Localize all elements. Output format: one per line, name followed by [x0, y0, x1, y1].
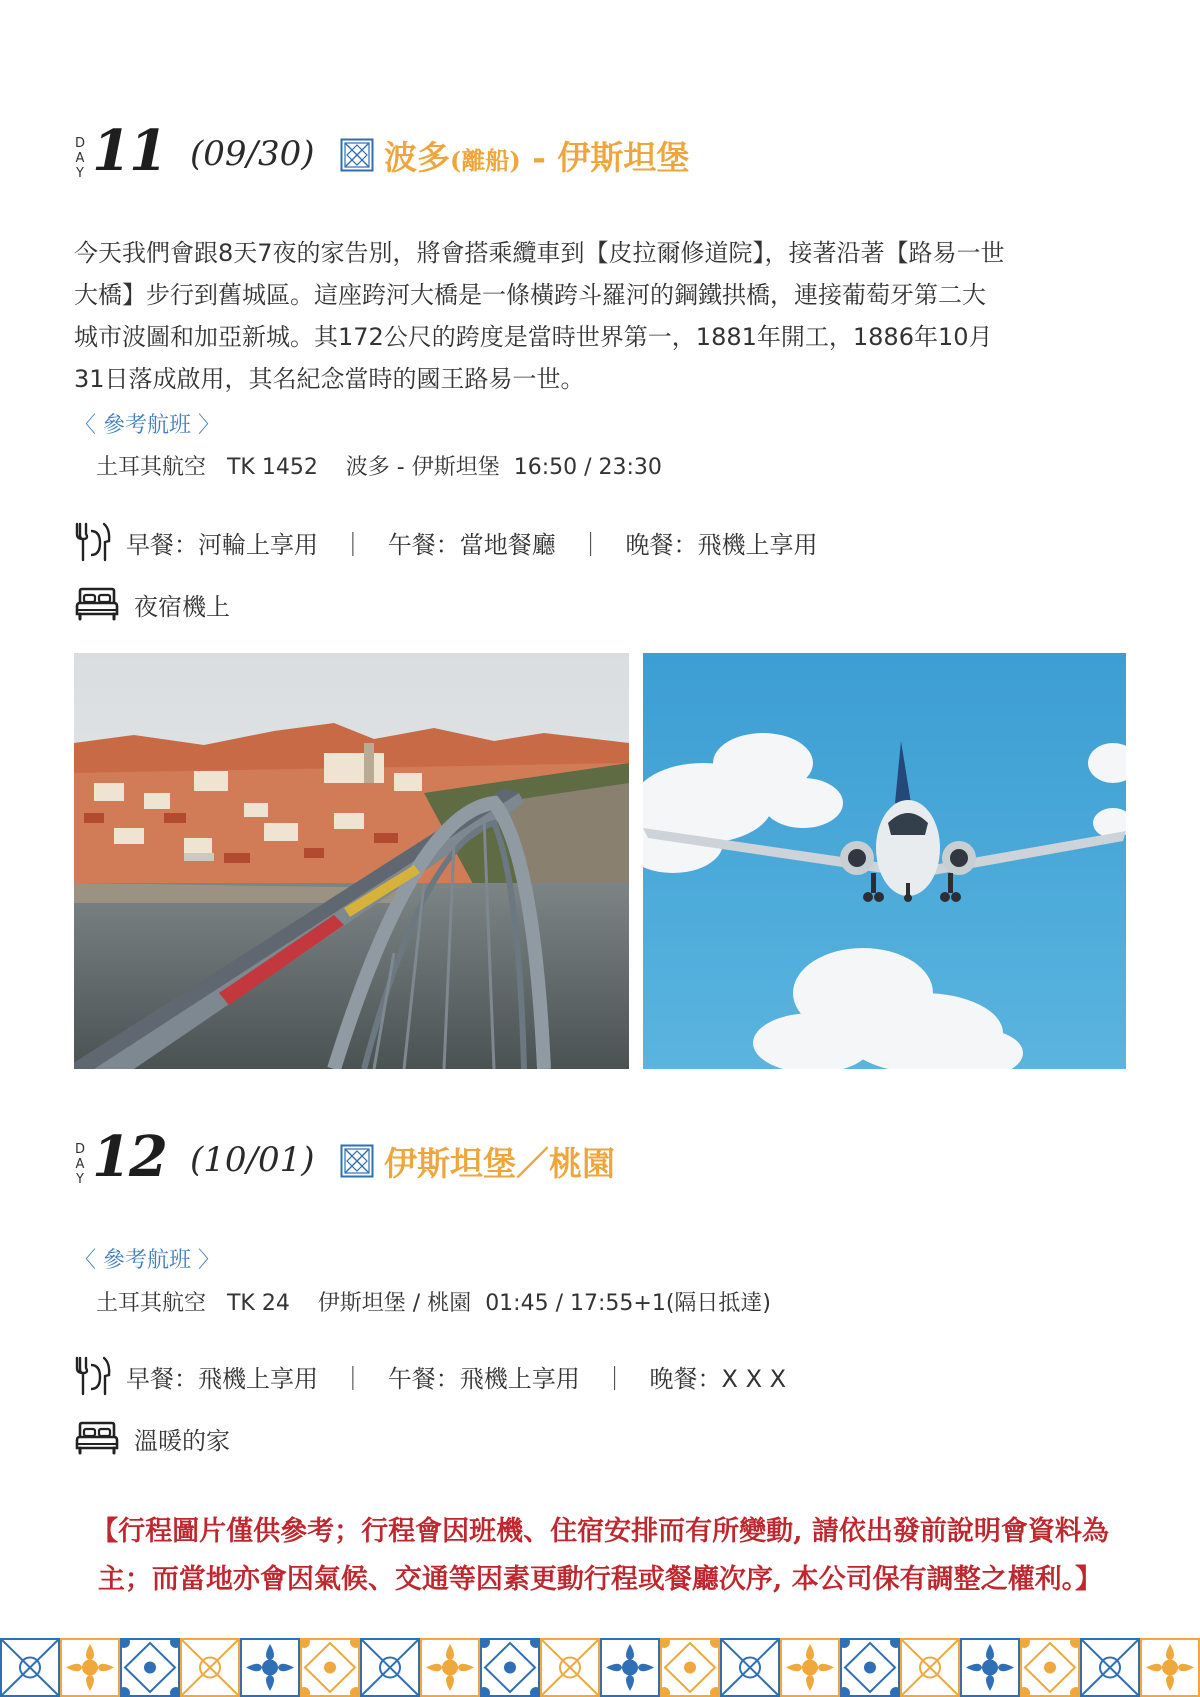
flight-info: 土耳其航空 TK 24 伊斯坦堡 / 桃園 01:45 / 17:55+1(隔日抵達) [96, 1291, 771, 1316]
azulejo-border [0, 1638, 1200, 1697]
meals-text: 早餐：河輪上享用 ｜ 午餐：當地餐廳 ｜ 晚餐：飛機上享用 [126, 530, 818, 559]
stay-text: 夜宿機上 [134, 592, 230, 621]
azulejo-tile [0, 1638, 60, 1697]
notice-line: 主；而當地亦會因氣候、交通等因素更動行程或餐廳次序, 本公司保有調整之權利。】 [97, 1564, 1103, 1595]
day-letter: Y [76, 166, 84, 181]
bed-icon [74, 1420, 120, 1456]
azulejo-tile [720, 1638, 780, 1697]
day-title [384, 132, 689, 179]
fork-knife-plate-icon [74, 521, 112, 563]
azulejo-tile [840, 1638, 900, 1697]
day-title: 伊斯坦堡／桃園 [384, 1144, 615, 1183]
day-letter: D [75, 1142, 86, 1157]
azulejo-tile [1020, 1638, 1080, 1697]
day11-header [72, 118, 1072, 202]
azulejo-tile [1140, 1638, 1200, 1697]
azulejo-tile [1080, 1638, 1140, 1697]
day-date: (09/30) [190, 134, 315, 174]
fork-knife-plate-icon [74, 1355, 112, 1397]
azulejo-tile [600, 1638, 660, 1697]
day-letter: A [75, 151, 85, 166]
azulejo-tile [960, 1638, 1020, 1697]
description-line: 大橋】步行到舊城區。這座跨河大橋是一條橫跨斗羅河的鋼鐵拱橋，連接葡萄牙第二大 [74, 281, 986, 309]
azulejo-tile [180, 1638, 240, 1697]
azulejo-tile [60, 1638, 120, 1697]
day12-stay [74, 1416, 230, 1460]
day-letter: A [75, 1157, 85, 1172]
day-label-vertical [75, 136, 85, 181]
day11-meals [74, 520, 818, 564]
azulejo-tile-icon [340, 1144, 374, 1178]
reference-flight-label: 〈 參考航班 〉 [74, 1248, 220, 1273]
flight-info: 土耳其航空 TK 1452 波多 - 伊斯坦堡 16:50 / 23:30 [96, 455, 662, 480]
airplane-photo [643, 653, 1126, 1069]
stay-text: 溫暖的家 [134, 1426, 230, 1455]
day-label-vertical [75, 1142, 85, 1187]
notice-line: 【行程圖片僅供參考；行程會因班機、住宿安排而有所變動, 請依出發前說明會資料為 [91, 1516, 1109, 1547]
description-line: 今天我們會跟8天7夜的家告別，將會搭乘纜車到【皮拉爾修道院】，接著沿著【路易一世 [74, 239, 1005, 267]
description-line: 城市波圖和加亞新城。其172公尺的跨度是當時世界第一，1881年開工，1886年10月 [74, 323, 993, 351]
day12-header [72, 1124, 1072, 1208]
day-title-main: 波多 [384, 138, 450, 177]
azulejo-tile [540, 1638, 600, 1697]
day-number: 11 [92, 118, 166, 184]
day11-stay [74, 582, 230, 626]
meals-text: 早餐：飛機上享用 ｜ 午餐：飛機上享用 ｜ 晚餐：X X X [126, 1364, 787, 1393]
day-number: 12 [92, 1124, 166, 1190]
azulejo-tile [240, 1638, 300, 1697]
day-date: (10/01) [190, 1140, 315, 1180]
day-letter: Y [76, 1172, 84, 1187]
azulejo-tile [480, 1638, 540, 1697]
azulejo-tile [120, 1638, 180, 1697]
azulejo-tile [300, 1638, 360, 1697]
porto-bridge-photo [74, 653, 629, 1069]
day-letter: D [75, 136, 86, 151]
azulejo-tile [660, 1638, 720, 1697]
day-title-sub: (離船) [450, 146, 521, 175]
reference-flight-label: 〈 參考航班 〉 [74, 413, 220, 438]
azulejo-tile [420, 1638, 480, 1697]
azulejo-tile [780, 1638, 840, 1697]
day11-description [74, 232, 1134, 400]
azulejo-tile [900, 1638, 960, 1697]
bed-icon [74, 586, 120, 622]
day12-meals [74, 1354, 786, 1398]
azulejo-tile-icon [340, 138, 374, 172]
description-line: 31日落成啟用，其名紀念當時的國王路易一世。 [74, 365, 585, 393]
azulejo-tile [360, 1638, 420, 1697]
day-title-destination: - 伊斯坦堡 [520, 138, 690, 177]
disclaimer-notice [40, 1508, 1160, 1604]
